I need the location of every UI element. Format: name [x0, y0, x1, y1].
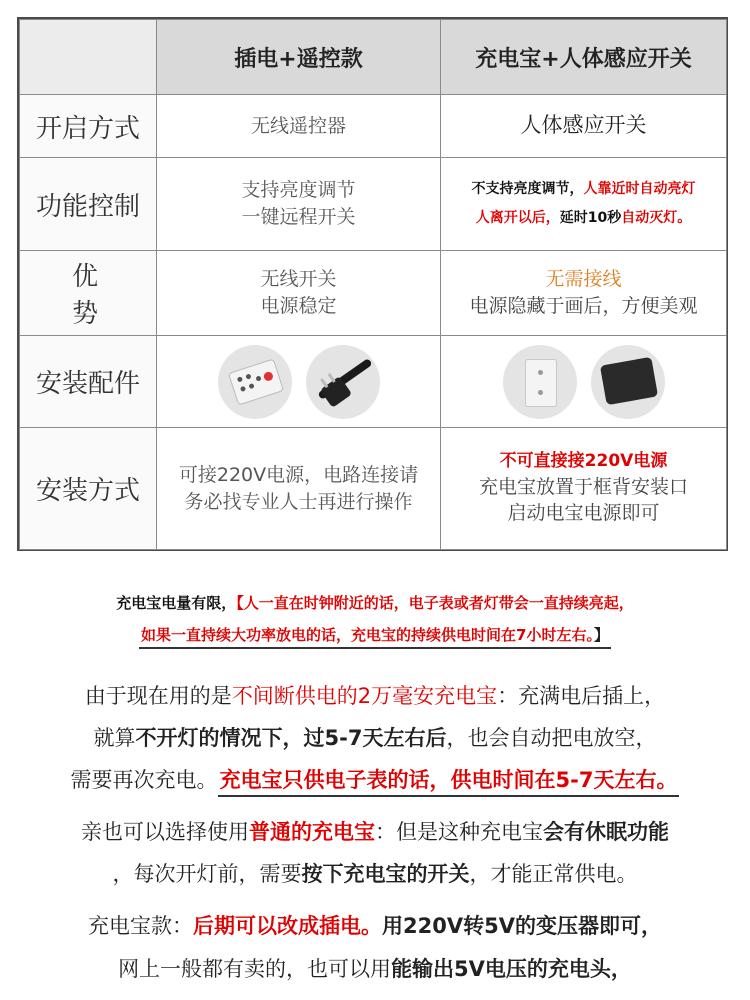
mode-right: 人体感应开关: [441, 95, 727, 158]
table-header-row: [20, 20, 727, 95]
para-2: [0, 722, 750, 752]
function-left-line1: 支持亮度调节: [241, 179, 356, 202]
mode-left: 无线遥控器: [157, 95, 441, 158]
row-label-install: 安装方式: [20, 428, 157, 550]
function-right-a: 不支持亮度调节，: [471, 180, 584, 197]
para-5-a: ，每次开灯前，需要: [112, 862, 302, 886]
install-right-line2: 充电宝放置于框背安装口: [478, 475, 688, 498]
para-1-b: 不间断供电的2万毫安充电宝: [231, 684, 498, 708]
parts-left: [157, 336, 441, 428]
para-6: [0, 910, 750, 940]
function-right-b: 人靠近时自动亮灯: [583, 180, 696, 197]
install-left-line1: 可接220V电源，电路连接请: [178, 463, 419, 486]
para-4-b: 普通的充电宝: [249, 820, 375, 844]
install-right-line3: 启动电宝电源即可: [507, 502, 660, 525]
install-left-line2: 务必找专业人士再进行操作: [184, 490, 413, 513]
note-line-1-a: 充电宝电量有限，: [116, 594, 237, 612]
function-right: [441, 158, 727, 251]
para-3-a: 需要再次充电。: [70, 768, 218, 792]
para-7-b: 能输出5V电压的充电头，: [391, 957, 632, 981]
table-row: [20, 158, 727, 251]
install-right-line1: 不可直接接220V电源: [499, 451, 668, 471]
para-2-a: 就算: [93, 726, 136, 750]
table-row: [20, 251, 727, 336]
para-1: [0, 680, 750, 710]
para-3-b: 充电宝只供电子表的话，供电时间在5-7天左右。: [219, 768, 678, 792]
para-1-a: 由于现在用的是: [84, 684, 232, 708]
power-bank-icon: [591, 345, 665, 419]
para-5-b: 按下充电宝的开关: [301, 862, 470, 886]
table-row: [20, 428, 727, 550]
para-2-c: ，也会自动把电放空，: [446, 726, 657, 750]
para-4: [0, 816, 750, 846]
note-line-2-b: 】: [593, 626, 609, 644]
advantage-left: [157, 251, 441, 336]
header-powerbank-sensor: 充电宝+人体感应开关: [441, 20, 727, 95]
function-right-d: 延时10秒: [559, 210, 622, 226]
header-plug-remote: 插电+遥控款: [157, 20, 441, 95]
install-left: [157, 428, 441, 550]
table-row: [20, 336, 727, 428]
row-label-parts: 安装配件: [20, 336, 157, 428]
install-right: [441, 428, 727, 550]
para-4-d: 会有休眠功能: [543, 820, 669, 844]
function-left-line2: 一键远程开关: [241, 206, 356, 228]
para-7-a: 网上一般都有卖的，也可以用: [118, 957, 392, 981]
row-label-mode: 开启方式: [20, 95, 157, 158]
advantage-right-line2: 电源隐藏于画后，方便美观: [469, 295, 698, 317]
function-right-c: 人离开以后，: [475, 210, 560, 226]
advantage-right-line1: 无需接线: [545, 268, 622, 291]
function-left: [157, 158, 441, 251]
note-line-2-a: 如果一直持续大功率放电的话，充电宝的持续供电时间在7小时左右。: [141, 626, 594, 644]
table-row: [20, 95, 727, 158]
row-label-function: 功能控制: [20, 158, 157, 251]
remote-control-icon: [218, 345, 292, 419]
para-6-b: 后期可以改成插电。: [193, 914, 383, 938]
para-1-c: ：充满电后插上，: [497, 684, 666, 708]
para-3: [0, 764, 750, 794]
advantage-left-line1: 无线开关: [260, 268, 337, 291]
note-line-2: [0, 624, 750, 645]
para-6-c: 用220V转5V的变压器即可，: [382, 914, 662, 938]
row-label-advantage: 优势: [20, 251, 157, 336]
note-line-1: [0, 592, 750, 613]
note-line-1-b: 【人一直在时钟附近的话，电子表或者灯带会一直持续亮起，: [236, 594, 634, 612]
para-5-c: ，才能正常供电。: [469, 862, 638, 886]
function-right-e: 自动灭灯。: [621, 210, 692, 226]
header-empty-cell: [20, 20, 157, 95]
para-2-b: 不开灯的情况下，过5-7天左右后: [135, 726, 447, 750]
para-7: [0, 953, 750, 983]
motion-sensor-icon: [503, 345, 577, 419]
parts-right: [441, 336, 727, 428]
para-5: [0, 858, 750, 888]
para-6-a: 充电宝款：: [88, 914, 194, 938]
comparison-table: [17, 17, 728, 551]
power-plug-icon: [306, 345, 380, 419]
advantage-left-line2: 电源稳定: [260, 295, 337, 317]
para-4-c: ：但是这种充电宝: [375, 820, 543, 844]
para-4-a: 亲也可以选择使用: [81, 820, 249, 844]
advantage-right: [441, 251, 727, 336]
